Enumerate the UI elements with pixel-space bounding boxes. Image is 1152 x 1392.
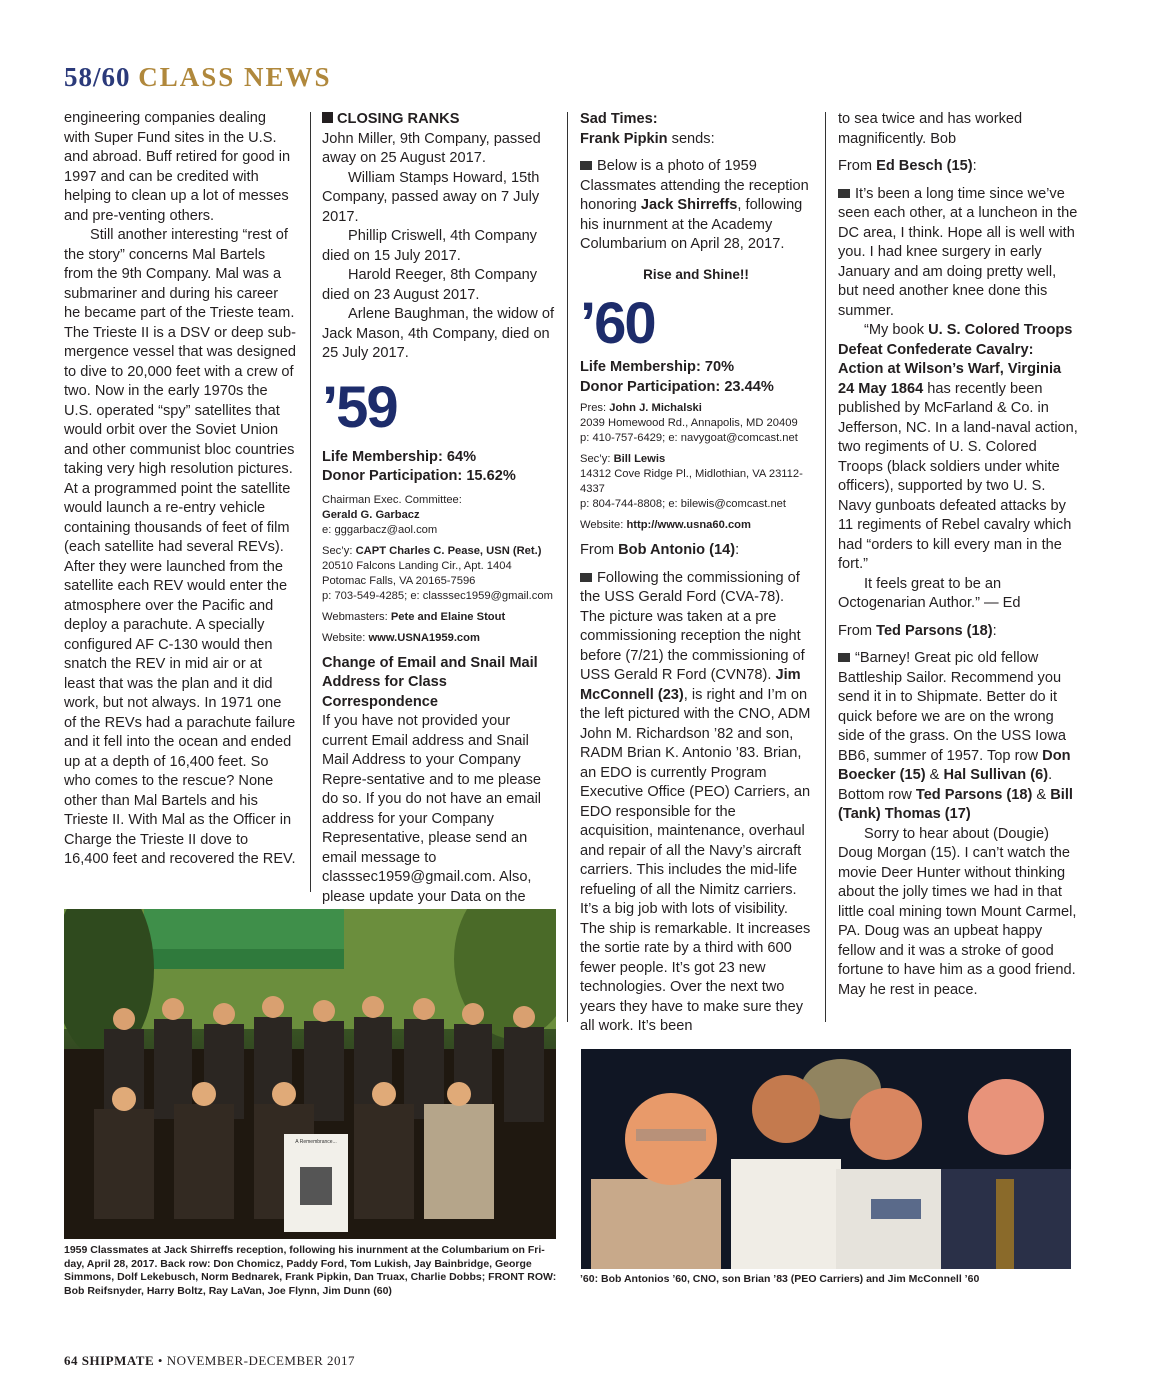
from-line: From Ted Parsons (18): [838,622,997,639]
paragraph: Sorry to hear about (Dougie) Doug Morgan (15). I can’t watch the movie Deer Hunter without thinking about the jolly times we had in that little coal mining town Mount Carmel, PA. Doug was an upbeat happy fellow and it was a stroke of good fortune to have him as a good friend. May he rest in peace. [838,825,1077,998]
envelope-icon [580,161,592,170]
paragraph: Below is a photo of 1959 Classmates attending the reception honoring Jack Shirreffs, following his inurnment at the Academy Columbarium on April 28, 2017. [580,158,809,252]
secretary-line: Sec’y: Bill Lewis [580,453,666,465]
paragraph: Still another interesting “rest of the story” concerns Mal Bartels from the 9th Company. Mal was a submariner and during his career he became part of the Trieste team. The Trieste II is a DSV or deep sub-mergence vessel that was designed to dive to 20,000 feet with a crew of two. Now in the early 1970s the U.S. operated “spy” satellites that would orbit over the Soviet Union and other communist bloc countries taking very high resolution pictures. At a programmed point the satellite would launch a re-entry vehicle containing thousands of feet of film (each satellite had several REVs). After they were launched from the satellite each REV would enter the atmosphere over the Pacific and deploy a parachute. A specially configured AF C-130 would then snatch the REV in mid air or at least that was the plan and it did work, but not always. In 1971 one of the REVs had a parachute failure and it fell into the ocean and ended up at a depth of 16,400 feet. So who comes to the rescue? None other than Mal Bartels and his Trieste II. With Mal as the Officer in Charge the Trieste II dove to 16,400 feet and recovered the REV. [64,227,297,867]
photo-2-caption: ’60: Bob Antonios ’60, CNO, son Brian ’83 (PEO Carriers) and Jim McConnell ’60 [580,1273,980,1285]
obituary: William Stamps Howard, 15th Company, passed away on 7 July 2017. [322,169,540,225]
donor-participation: Donor Participation: 23.44% [580,378,774,395]
obituary: Phillip Criswell, 4th Company died on 15 July 2017. [322,228,537,264]
paragraph: engineering companies dealing with Super Fund sites in the U.S. and abroad. Buff retired for good in 1997 and can be credited with helping to clean up a lot of messes and pre-venting others. [64,110,291,224]
photo-60-cno [581,1049,1071,1269]
envelope-icon [838,653,850,662]
change-address-heading: Change of Email and Snail Mail Address for Class Correspondence [322,654,538,710]
president-address: 2039 Homewood Rd., Annapolis, MD 20409 [580,417,798,429]
website-link[interactable]: www.USNA1959.com [368,631,480,644]
photo-illustration [581,1049,1071,1269]
issue-date: NOVEMBER-DECEMBER 2017 [166,1353,356,1368]
column-1 [64,109,296,870]
president-contact: p: 410-757-6429; e: navygoat@comcast.net [580,432,798,444]
president-line: Pres: John J. Michalski [580,402,702,414]
column-divider [567,112,568,1022]
column-divider [310,112,311,892]
life-membership: Life Membership: 64% [322,448,477,465]
photo-1959-classmates [64,909,556,1239]
from-line: From Ed Besch (15): [838,158,977,174]
column-4 [838,110,1078,1000]
paragraph: If you have not provided your current Email address and Snail Mail Address to your Company Repre-sentative and to me please do so. If you do not have an email address for your Company Representative, please send an email message to classsec1959@gmail.com. Also, please update your Data on the [322,713,542,905]
square-bullet-icon [322,112,333,123]
secretary-contact: p: 804-744-8808; e: bilewis@comcast.net [580,498,787,510]
website-line: Website: www.USNA1959.com [322,631,480,644]
from-line: From Bob Antonio (14): [580,542,740,558]
page-number: 64 [64,1353,78,1368]
paragraph: Following the commissioning of the USS Gerald Ford (CVA-78). The picture was taken at a pre commissioning reception the night before (7/21) the commissioning of USS Gerald R Ford (CVN78). Jim McConnell (23), is right and I’m on the left pictured with the CNO, ADM John M. Richardson ’82 and son, RADM Brian K. Antonio ’83. Brian, an EDO is currently Program Executive Office (PEO) Carriers, an EDO responsible for the acquisition, maintenance, overhaul and repair of all the Navy’s aircraft carriers. This includes the mid-life refueling of all the Nimitz carriers. It’s a big job with lots of visibility. The ship is remarkable. It increases the sortie rate by a third with 600 fewer people. It’s got 23 new technologies. Over the next two years they have to make sure they all work. It’s been [580,569,811,1034]
obituary: Harold Reeger, 8th Company died on 23 August 2017. [322,267,538,303]
chair-email: e: gggarbacz@aol.com [322,523,438,536]
website-link[interactable]: http://www.usna60.com [626,519,751,531]
obituary: John Miller, 9th Company, passed away on 25 August 2017. [322,130,541,166]
envelope-icon [838,189,850,198]
column-3 [580,110,812,1037]
paragraph: “My book U. S. Colored Troops Defeat Confederate Cavalry: Action at Wilson’s Warf, Virginia 24 May 1864 has recently been published by McFarland & Co. in Jefferson, NC. In a land-naval action, two regiments of U. S. Colored Troops (black soldiers under white officers), supported by two U. S. Navy gunboats defeated attacks by 11 regiments of Rebel cavalry which had “orders to kill every man in the fort.” [838,322,1078,572]
photo-1-caption: 1959 Classmates at Jack Shirreffs reception, following his inurnment at the Columbarium on Fri-day, April 28, 2017. Back row: Don Chomicz, Paddy Ford, Tom Lukish, Jay Bainbridge, George Simmons, Dolf Lekebusch, Norm Bednarek, Frank Pipkin, Dan Truax, Charlie Dobbs; FRONT ROW: Bob Reifsnyder, Harry Boltz, Ray LaVan, Joe Flynn, Jim Dunn (60) [64,1244,557,1297]
paragraph: to sea twice and has worked magnificently. Bob [838,111,1023,147]
closing-ranks-heading: CLOSING RANKS [322,110,558,130]
donor-participation: Donor Participation: 15.62% [322,468,516,484]
webmasters-line: Webmasters: Pete and Elaine Stout [322,610,506,623]
life-membership: Life Membership: 70% [580,359,735,375]
secretary-address: Potomac Falls, VA 20165-7596 [322,574,476,587]
publication-name: SHIPMATE [81,1353,155,1368]
remembrance-sign-text: A Remembrance... [295,1139,337,1145]
header-class-years: 58/60 [64,62,131,92]
paragraph: “Barney! Great pic old fellow Battleship Sailor. Recommend you send it in to Shipmate. Better do it quick before we are on the wrong side of the grass. On the USS Iowa BB6, summer of 1957. Top row Don Boecker (15) & Hal Sullivan (6). Bottom row Ted Parsons (18) & Bill (Tank) Thomas (17) [838,650,1073,822]
website-line: Website: http://www.usna60.com [580,519,751,531]
obituary: Arlene Baughman, the widow of Jack Mason, 4th Company, died on 25 July 2017. [322,306,555,361]
contact-block [322,493,558,646]
photo-illustration [64,909,556,1239]
chair-name: Gerald G. Garbacz [322,508,420,521]
class-year-59: ’59 [322,374,397,440]
section-header [64,62,332,93]
secretary-line: Sec’y: CAPT Charles C. Pease, USN (Ret.) [322,544,542,557]
sad-times-heading: Sad Times: [580,111,658,127]
chair-label: Chairman Exec. Committee: [322,493,462,506]
column-2 [322,110,558,927]
secretary-contact: p: 703-549-4285; e: classsec1959@gmail.com [322,589,553,602]
secretary-address: 14312 Cove Ridge Pl., Midlothian, VA 23112-4337 [580,468,803,495]
secretary-name: CAPT Charles C. Pease, USN (Ret.) [355,544,542,557]
paragraph: It feels great to be an Octogenarian Author.” — Ed [838,575,1021,611]
contact-block [580,401,812,533]
secretary-address: 20510 Falcons Landing Cir., Apt. 1404 [322,559,512,572]
page-footer: 64 SHIPMATE • NOVEMBER-DECEMBER 2017 [64,1353,356,1368]
rise-and-shine: Rise and Shine!! [643,266,749,282]
column-divider [825,112,826,1022]
class-year-60: ’60 [580,291,655,356]
envelope-icon [580,573,592,582]
sender-line: Frank Pipkin sends: [580,130,715,147]
paragraph: It’s been a long time since we’ve seen each other, at a luncheon in the DC area, I think. Hope all is well with you. I had knee surgery in early January and am doing pretty well, but need another knee done this summer. [838,185,1078,319]
header-title: CLASS NEWS [138,62,332,92]
